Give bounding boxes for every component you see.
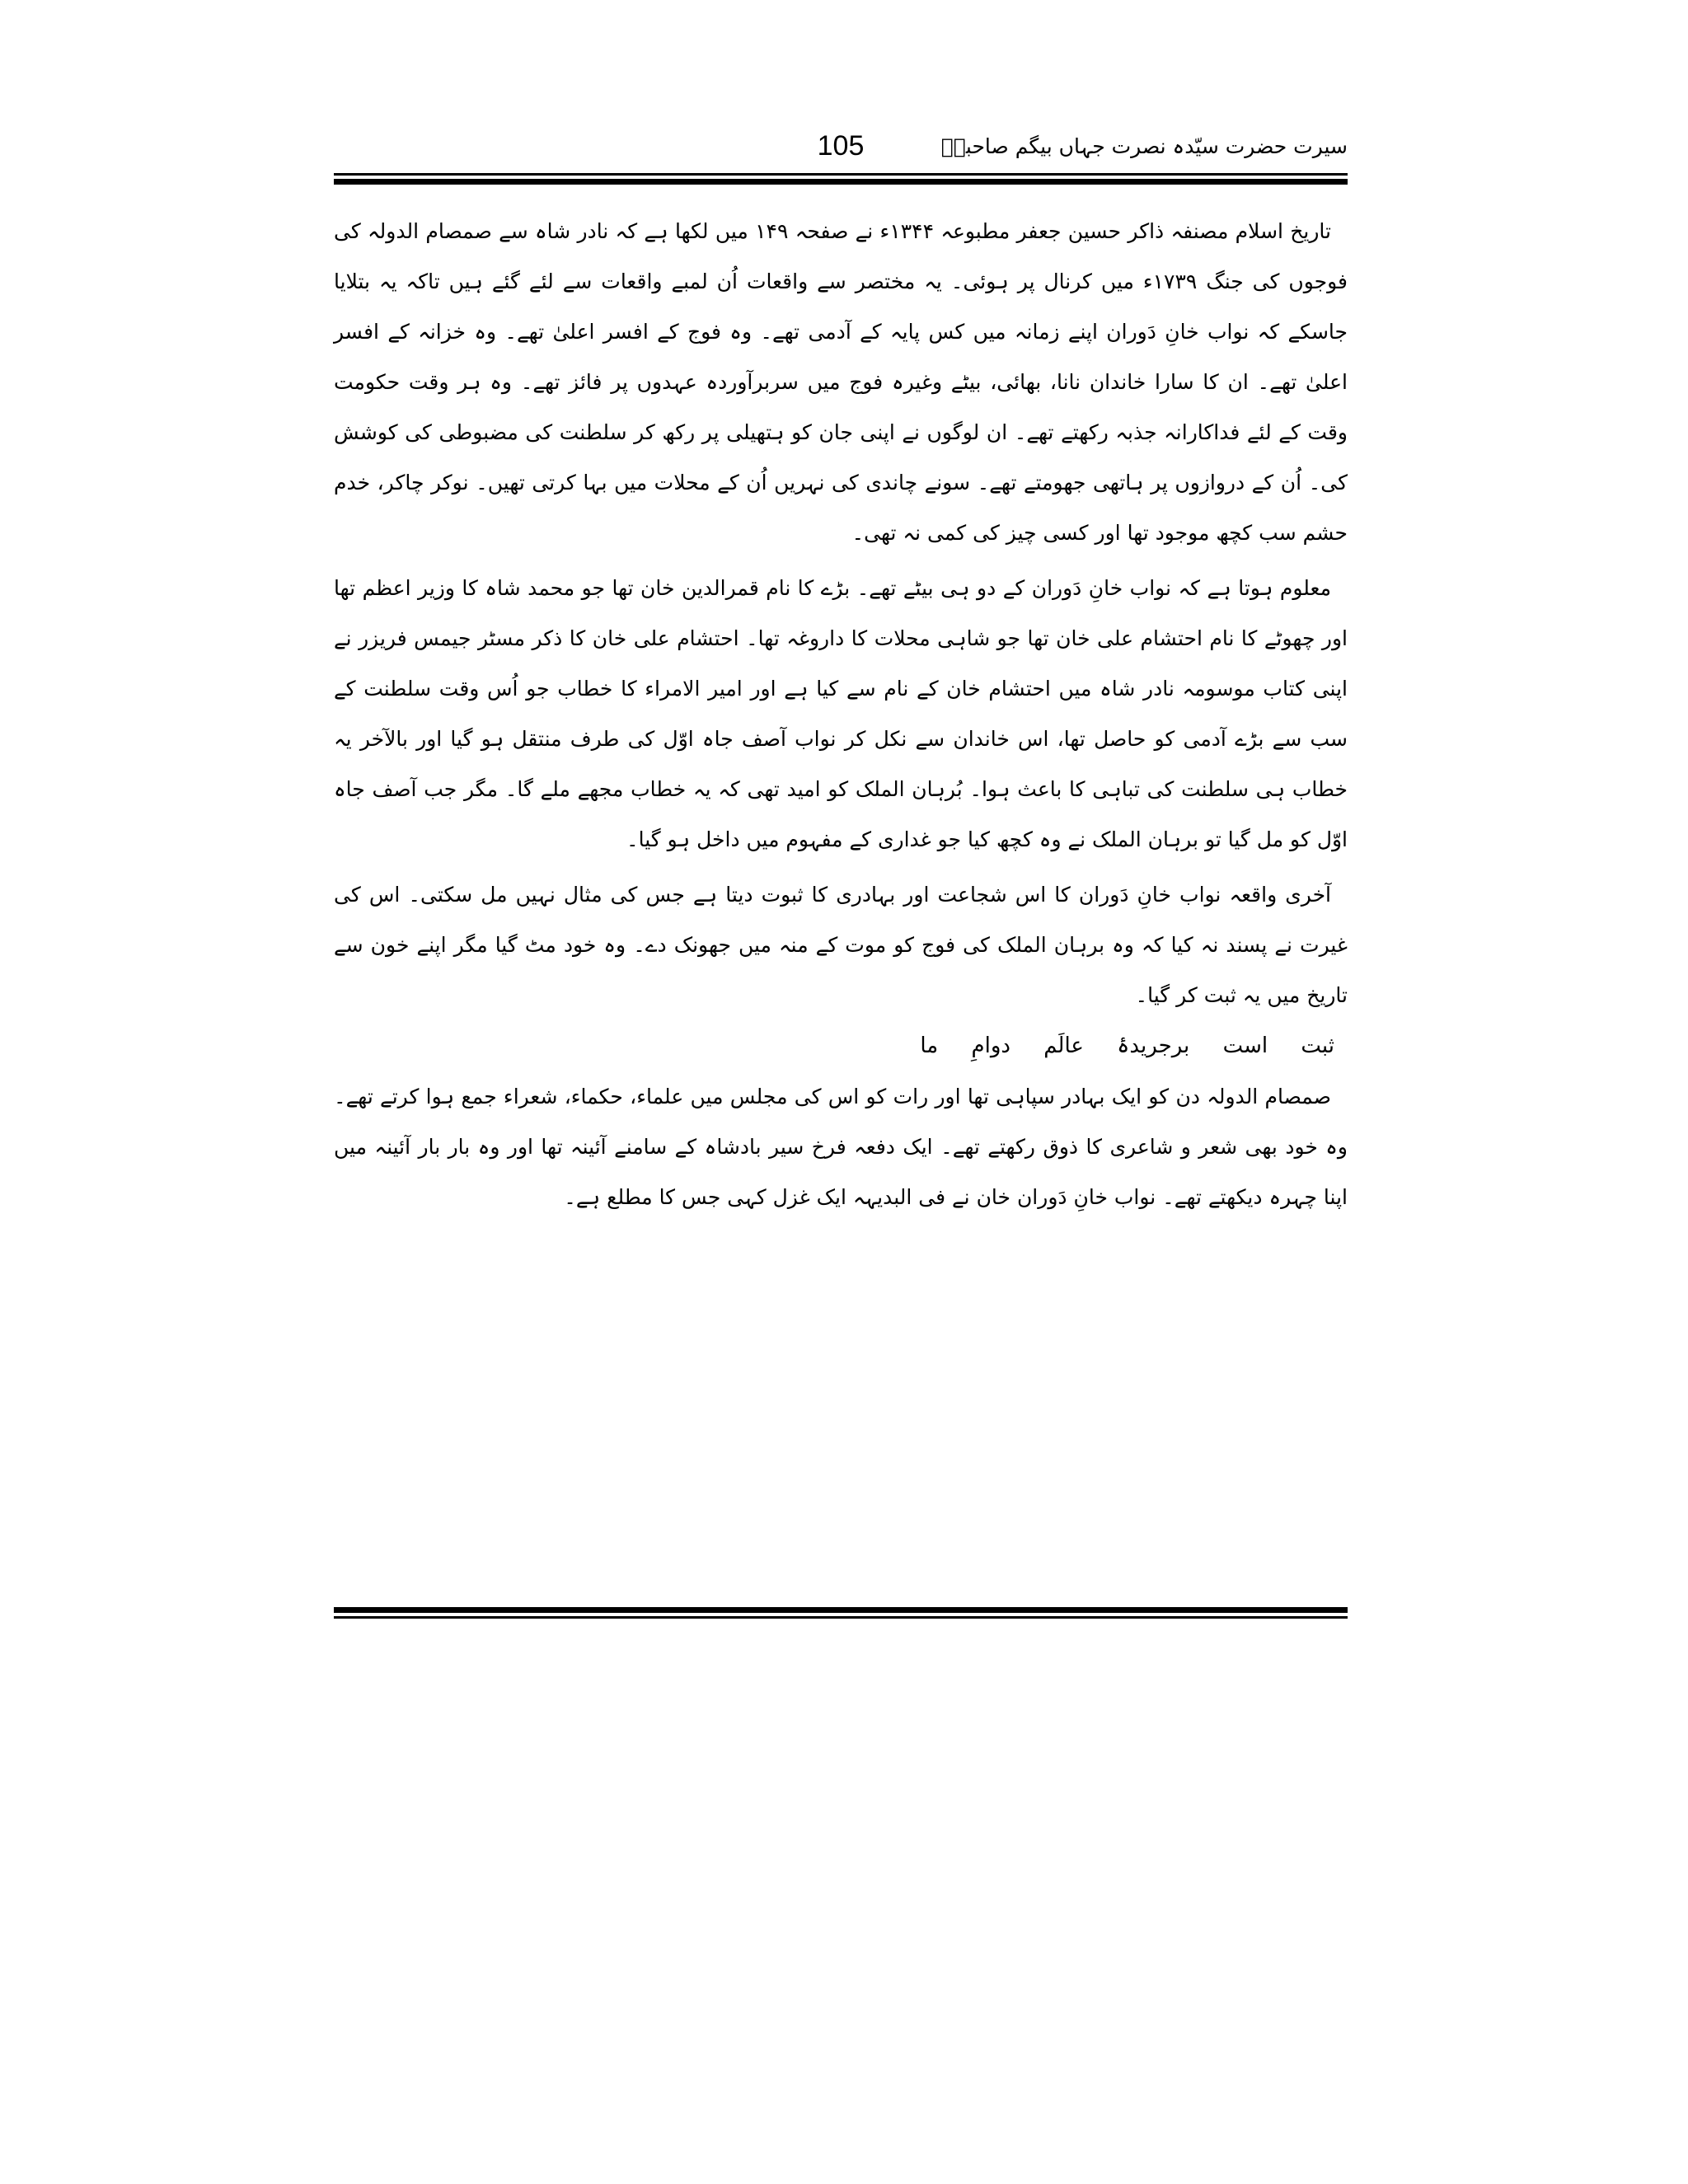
verse-word: ما xyxy=(920,1033,939,1058)
footer-rule xyxy=(334,1607,1348,1619)
page-body xyxy=(334,206,1348,1222)
verse-word: ثبت xyxy=(1301,1033,1334,1058)
verse-word: عالَم xyxy=(1043,1033,1084,1058)
paragraph: آخری واقعہ نواب خانِ دَوران کا اس شجاعت اور بہادری کا ثبوت دیتا ہے جس کی مثال نہیں مل سکتی۔ اس کی غیرت نے پسند نہ کیا کہ وہ برہان الملک کی فوج کو موت کے منہ میں جھونک دے۔ وہ خود مٹ گیا مگر اپنے خون سے تاریخ میں یہ ثبت کر گیا۔ xyxy=(334,883,1348,1007)
verse-word: برجریدۂ xyxy=(1117,1033,1190,1058)
book-page xyxy=(334,124,1348,1937)
page-header xyxy=(334,124,1348,170)
header-rule xyxy=(334,173,1348,185)
paragraph: تاریخ اسلام مصنفہ ذاکر حسین جعفر مطبوعہ ۱۳۴۴ء نے صفحہ ۱۴۹ میں لکھا ہے کہ نادر شاہ سے صمصام الدولہ کی فوجوں کی جنگ ۱۷۳۹ء میں کرنال پر ہوئی۔ یہ مختصر سے واقعات اُن لمبے واقعات سے لئے گئے ہیں تاکہ یہ بتلایا جاسکے کہ نواب خانِ دَوران اپنے زمانہ میں کس پایہ کے آدمی تھے۔ وہ فوج کے افسر اعلیٰ تھے۔ وہ خزانہ کے افسر اعلیٰ تھے۔ ان کا سارا خاندان نانا، بھائی، بیٹے وغیرہ فوج میں سربرآوردہ عہدوں پر فائز تھے۔ وہ ہر وقت حکومت وقت کے لئے فداکارانہ جذبہ رکھتے تھے۔ ان لوگوں نے اپنی جان کو ہتھیلی پر رکھ کر سلطنت کی مضبوطی کی کوشش کی۔ اُن کے دروازوں پر ہاتھی جھومتے تھے۔ سونے چاندی کی نہریں اُن کے محلات میں بہا کرتی تھیں۔ نوکر چاکر، خدم حشم سب کچھ موجود تھا اور کسی چیز کی کمی نہ تھی۔ xyxy=(334,219,1348,545)
verse-word: است xyxy=(1222,1033,1268,1058)
paragraph: صمصام الدولہ دن کو ایک بہادر سپاہی تھا اور رات کو اس کی مجلس میں علماء، حکماء، شعراء جمع ہوا کرتے تھے۔ وہ خود بھی شعر و شاعری کا ذوق رکھتے تھے۔ ایک دفعہ فرخ سیر بادشاہ کے سامنے آئینہ تھا اور وہ بار بار آئینہ میں اپنا چہرہ دیکھتے تھے۔ نواب خانِ دَوران خان نے فی البدیہہ ایک غزل کہی جس کا مطلع ہے۔ xyxy=(334,1085,1348,1209)
running-title: سیرت حضرت سیّدہ نصرت جہاں بیگم صاحبہؓ xyxy=(940,134,1348,158)
page-number: 105 xyxy=(817,130,865,162)
verse-word: دوامِ xyxy=(971,1033,1010,1058)
persian-verse xyxy=(334,1020,1348,1071)
paragraph: معلوم ہوتا ہے کہ نواب خانِ دَوران کے دو ہی بیٹے تھے۔ بڑے کا نام قمرالدین خان تھا جو محمد شاہ کا وزیر اعظم تھا اور چھوٹے کا نام احتشام علی خان تھا جو شاہی محلات کا داروغہ تھا۔ احتشام علی خان کا ذکر مسٹر جیمس فریزر نے اپنی کتاب موسومہ نادر شاہ میں احتشام خان کے نام سے کیا ہے اور امیر الامراء کا خطاب جو اُس وقت سلطنت کے سب سے بڑے آدمی کو حاصل تھا، اس خاندان سے نکل کر نواب آصف جاہ اوّل کی طرف منتقل ہو گیا اور بالآخر یہ خطاب ہی سلطنت کی تباہی کا باعث ہوا۔ بُرہان الملک کو امید تھی کہ یہ خطاب مجھے ملے گا۔ مگر جب آصف جاہ اوّل کو مل گیا تو برہان الملک نے وہ کچھ کیا جو غداری کے مفہوم میں داخل ہو گیا۔ xyxy=(334,576,1348,851)
